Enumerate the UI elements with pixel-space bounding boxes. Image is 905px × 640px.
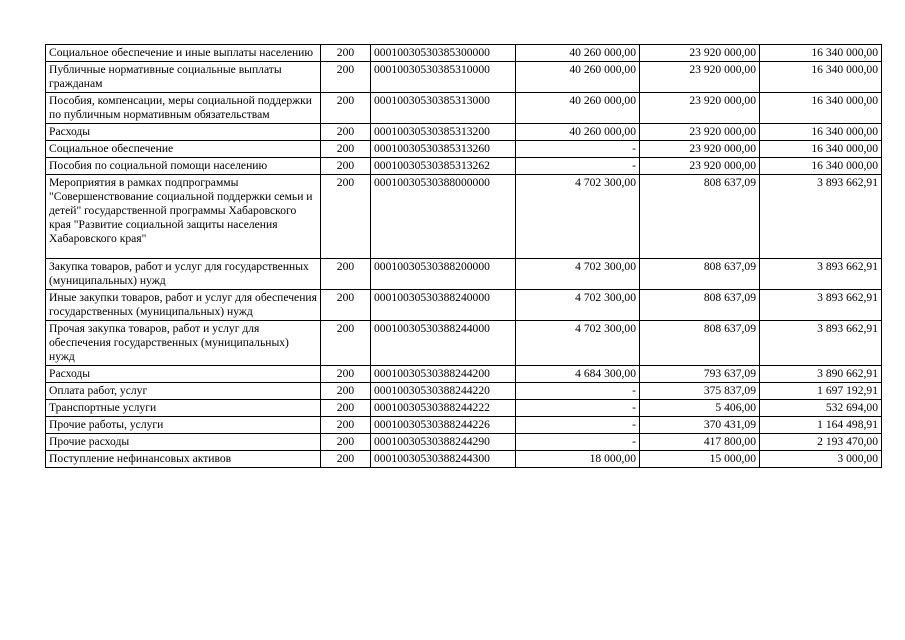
table-row	[46, 45, 882, 62]
row-kbk-cell: 00010030530388244226	[371, 417, 516, 434]
table-row	[46, 124, 882, 141]
table-row	[46, 141, 882, 158]
table-row	[46, 417, 882, 434]
row-code-cell: 200	[321, 124, 371, 141]
budget-execution-table	[45, 44, 882, 468]
row-kbk-cell: 00010030530385313262	[371, 158, 516, 175]
row-approved-cell: -	[516, 400, 640, 417]
row-executed-cell: 808 637,09	[640, 290, 760, 321]
row-executed-cell: 23 920 000,00	[640, 158, 760, 175]
row-code-cell: 200	[321, 451, 371, 468]
row-approved-cell: 4 702 300,00	[516, 321, 640, 366]
table-row	[46, 93, 882, 124]
row-name-cell: Прочие работы, услуги	[46, 417, 321, 434]
row-executed-cell: 23 920 000,00	[640, 93, 760, 124]
row-approved-cell: 40 260 000,00	[516, 93, 640, 124]
row-unexecuted-cell: 3 893 662,91	[760, 321, 882, 366]
row-name-cell: Расходы	[46, 366, 321, 383]
row-unexecuted-cell: 3 000,00	[760, 451, 882, 468]
row-approved-cell: -	[516, 141, 640, 158]
row-approved-cell: 40 260 000,00	[516, 124, 640, 141]
row-unexecuted-cell: 1 164 498,91	[760, 417, 882, 434]
table-row	[46, 175, 882, 259]
row-code-cell: 200	[321, 158, 371, 175]
row-unexecuted-cell: 16 340 000,00	[760, 158, 882, 175]
row-approved-cell: 40 260 000,00	[516, 62, 640, 93]
row-executed-cell: 808 637,09	[640, 259, 760, 290]
row-code-cell: 200	[321, 383, 371, 400]
row-code-cell: 200	[321, 400, 371, 417]
row-kbk-cell: 00010030530388200000	[371, 259, 516, 290]
row-name-cell: Транспортные услуги	[46, 400, 321, 417]
row-approved-cell: 4 702 300,00	[516, 175, 640, 259]
row-unexecuted-cell: 3 890 662,91	[760, 366, 882, 383]
row-code-cell: 200	[321, 290, 371, 321]
table-body	[46, 45, 882, 468]
row-name-cell: Пособия, компенсации, меры социальной поддержки по публичным нормативным обязательствам	[46, 93, 321, 124]
row-executed-cell: 417 800,00	[640, 434, 760, 451]
row-kbk-cell: 00010030530385313000	[371, 93, 516, 124]
row-approved-cell: -	[516, 383, 640, 400]
row-unexecuted-cell: 16 340 000,00	[760, 141, 882, 158]
row-unexecuted-cell: 16 340 000,00	[760, 93, 882, 124]
row-executed-cell: 370 431,09	[640, 417, 760, 434]
row-kbk-cell: 00010030530388244220	[371, 383, 516, 400]
row-unexecuted-cell: 3 893 662,91	[760, 175, 882, 259]
row-unexecuted-cell: 16 340 000,00	[760, 62, 882, 93]
row-executed-cell: 375 837,09	[640, 383, 760, 400]
row-kbk-cell: 00010030530385310000	[371, 62, 516, 93]
row-unexecuted-cell: 3 893 662,91	[760, 259, 882, 290]
row-approved-cell: 40 260 000,00	[516, 45, 640, 62]
row-kbk-cell: 00010030530388244290	[371, 434, 516, 451]
row-code-cell: 200	[321, 93, 371, 124]
row-name-cell: Публичные нормативные социальные выплаты гражданам	[46, 62, 321, 93]
row-approved-cell: -	[516, 434, 640, 451]
row-unexecuted-cell: 1 697 192,91	[760, 383, 882, 400]
row-code-cell: 200	[321, 62, 371, 93]
row-name-cell: Прочая закупка товаров, работ и услуг для обеспечения государственных (муниципальных) нужд	[46, 321, 321, 366]
row-unexecuted-cell: 2 193 470,00	[760, 434, 882, 451]
row-approved-cell: 4 702 300,00	[516, 290, 640, 321]
row-executed-cell: 808 637,09	[640, 175, 760, 259]
row-unexecuted-cell: 16 340 000,00	[760, 45, 882, 62]
table-row	[46, 158, 882, 175]
row-name-cell: Оплата работ, услуг	[46, 383, 321, 400]
table-row	[46, 62, 882, 93]
row-code-cell: 200	[321, 321, 371, 366]
table-row	[46, 383, 882, 400]
row-kbk-cell: 00010030530385300000	[371, 45, 516, 62]
row-name-cell: Социальное обеспечение и иные выплаты населению	[46, 45, 321, 62]
row-kbk-cell: 00010030530385313260	[371, 141, 516, 158]
row-name-cell: Закупка товаров, работ и услуг для государственных (муниципальных) нужд	[46, 259, 321, 290]
row-code-cell: 200	[321, 434, 371, 451]
row-code-cell: 200	[321, 175, 371, 259]
table-row	[46, 290, 882, 321]
row-code-cell: 200	[321, 366, 371, 383]
row-kbk-cell: 00010030530388244200	[371, 366, 516, 383]
table-row	[46, 451, 882, 468]
row-name-cell: Пособия по социальной помощи населению	[46, 158, 321, 175]
row-approved-cell: -	[516, 417, 640, 434]
row-kbk-cell: 00010030530388244000	[371, 321, 516, 366]
table-row	[46, 321, 882, 366]
row-unexecuted-cell: 16 340 000,00	[760, 124, 882, 141]
row-name-cell: Поступление нефинансовых активов	[46, 451, 321, 468]
row-executed-cell: 15 000,00	[640, 451, 760, 468]
row-executed-cell: 5 406,00	[640, 400, 760, 417]
row-executed-cell: 23 920 000,00	[640, 45, 760, 62]
row-name-cell: Мероприятия в рамках подпрограммы "Совершенствование социальной поддержки семьи и детей" государственной программы Хабаровского края "Развитие социальной защиты населения Хабаровского края"	[46, 175, 321, 259]
table-row	[46, 400, 882, 417]
row-code-cell: 200	[321, 417, 371, 434]
row-executed-cell: 808 637,09	[640, 321, 760, 366]
table-row	[46, 259, 882, 290]
row-approved-cell: 4 702 300,00	[516, 259, 640, 290]
row-code-cell: 200	[321, 45, 371, 62]
row-approved-cell: -	[516, 158, 640, 175]
row-code-cell: 200	[321, 259, 371, 290]
row-kbk-cell: 00010030530388240000	[371, 290, 516, 321]
row-kbk-cell: 00010030530388244300	[371, 451, 516, 468]
row-executed-cell: 793 637,09	[640, 366, 760, 383]
row-code-cell: 200	[321, 141, 371, 158]
row-kbk-cell: 00010030530388244222	[371, 400, 516, 417]
row-executed-cell: 23 920 000,00	[640, 141, 760, 158]
row-kbk-cell: 00010030530388000000	[371, 175, 516, 259]
row-unexecuted-cell: 3 893 662,91	[760, 290, 882, 321]
row-name-cell: Иные закупки товаров, работ и услуг для обеспечения государственных (муниципальных) нужд	[46, 290, 321, 321]
row-kbk-cell: 00010030530385313200	[371, 124, 516, 141]
row-name-cell: Социальное обеспечение	[46, 141, 321, 158]
row-name-cell: Расходы	[46, 124, 321, 141]
row-approved-cell: 4 684 300,00	[516, 366, 640, 383]
table-row	[46, 434, 882, 451]
row-executed-cell: 23 920 000,00	[640, 124, 760, 141]
row-unexecuted-cell: 532 694,00	[760, 400, 882, 417]
table-row	[46, 366, 882, 383]
row-name-cell: Прочие расходы	[46, 434, 321, 451]
row-approved-cell: 18 000,00	[516, 451, 640, 468]
row-executed-cell: 23 920 000,00	[640, 62, 760, 93]
